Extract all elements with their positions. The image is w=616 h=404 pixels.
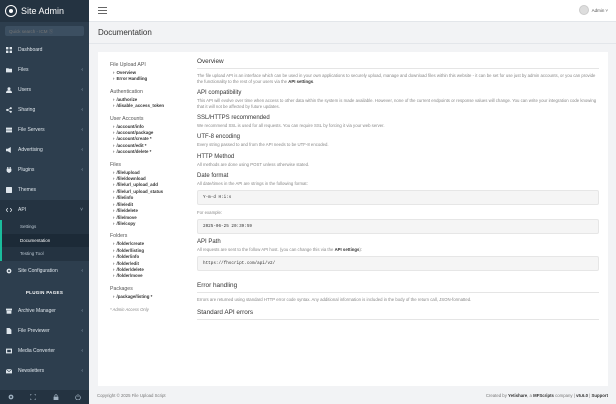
subsection-heading: HTTP Method bbox=[197, 153, 235, 160]
compat-text: This API will evolve over time when access to other data within the system is made available. However, none of the current endpoints or response values will change. You can write your integration code knowing that it will not be affected by future updates. bbox=[197, 98, 597, 110]
utf-text: Every string passed to and from the API needs to be UTF-8 encoded. bbox=[197, 142, 329, 148]
toc-link[interactable]: › /file/copy bbox=[110, 221, 190, 227]
toc-link[interactable]: › /file/upload bbox=[110, 170, 190, 176]
user-name: Admin bbox=[591, 7, 605, 13]
chevron-left-icon: ‹ bbox=[81, 167, 83, 173]
chevron-down-icon: ˅ bbox=[80, 207, 83, 213]
film-icon bbox=[6, 348, 12, 354]
date-format-code: Y-m-d H:i:s bbox=[197, 190, 599, 205]
example-label: For example: bbox=[197, 209, 223, 215]
users-icon bbox=[6, 87, 12, 93]
copyright: Copyright © 2025 File Upload Script bbox=[97, 392, 166, 398]
chevron-left-icon: ‹ bbox=[81, 367, 83, 374]
folder-icon bbox=[6, 67, 12, 73]
nav-label: Advertising bbox=[18, 147, 43, 153]
toc-link[interactable]: › /file/move bbox=[110, 215, 190, 221]
nav-label: Site Configuration bbox=[18, 267, 58, 274]
date-example-code: 2025-06-25 20:39:59 bbox=[197, 219, 599, 234]
toc-link[interactable]: › /folder/edit bbox=[110, 261, 190, 267]
docs-body bbox=[197, 52, 599, 324]
quick-search-input[interactable] bbox=[9, 29, 80, 34]
path-text: All requests are sent to the follow API host. (you can change this via the API settings): bbox=[197, 246, 363, 252]
nav-media-converter[interactable] bbox=[0, 341, 89, 361]
nav-label: Users bbox=[18, 87, 32, 93]
toc-link[interactable]: › /account/create * bbox=[110, 136, 190, 142]
chevron-left-icon: ‹ bbox=[81, 147, 83, 153]
toc-group-title: User Accounts bbox=[110, 115, 144, 122]
subnav-testing-tool[interactable]: Testing Tool bbox=[0, 247, 89, 261]
toc-link[interactable]: › /file/url_upload_status bbox=[110, 189, 190, 195]
overview-text: The file upload API is an interface which can be used in your own applications to securely upload, manage and download files within this website - it can be set for use just by admin accounts, or you can provide the functionality to the rest of your users via the API settings. bbox=[197, 73, 596, 85]
nav-file-servers[interactable] bbox=[0, 120, 89, 140]
nav-label: Sharing bbox=[18, 107, 36, 113]
toc-link[interactable]: › /account/delete * bbox=[110, 149, 190, 155]
chevron-left-icon: ‹ bbox=[81, 347, 83, 354]
table-of-contents bbox=[110, 62, 190, 312]
nav-sharing[interactable] bbox=[0, 100, 89, 120]
megaphone-icon bbox=[6, 147, 12, 153]
nav-label: Files bbox=[18, 67, 29, 73]
nav-api[interactable] bbox=[0, 200, 89, 220]
lock-icon[interactable] bbox=[53, 394, 59, 400]
toc-link[interactable]: › /file/edit bbox=[110, 202, 190, 208]
chevron-left-icon: ‹ bbox=[81, 307, 83, 314]
footer-credits: Created by Yetishare, a MFScripts company | v5.6.0 | Support bbox=[485, 392, 608, 398]
brand[interactable] bbox=[0, 0, 89, 22]
toc-link[interactable]: › /folder/move bbox=[110, 273, 190, 279]
toc-link[interactable]: › /folder/info bbox=[110, 254, 190, 260]
chevron-down-icon: ˅ bbox=[605, 7, 608, 13]
company-link[interactable]: MFScripts bbox=[533, 392, 554, 398]
themes-icon bbox=[6, 187, 12, 193]
api-settings-link[interactable]: API settings bbox=[288, 79, 314, 85]
subnav-documentation[interactable]: Documentation bbox=[0, 234, 89, 248]
toc-link[interactable]: › /account/package bbox=[110, 130, 190, 136]
nav-label: File Servers bbox=[18, 127, 45, 133]
api-path-code: https://fhscript.com/api/v2/ bbox=[197, 256, 599, 271]
error-text: Errors are returned using standard HTTP error code syntax. Any additional information is included in the body of the return call, JSON-formatted. bbox=[197, 296, 472, 302]
toc-group-title: Authentication bbox=[110, 88, 143, 95]
subsection-heading: SSL/HTTPS recommended bbox=[197, 115, 270, 122]
nav-label: API bbox=[18, 207, 27, 213]
toc-link[interactable]: › /account/info bbox=[110, 124, 190, 130]
nav-files[interactable] bbox=[0, 60, 89, 80]
subnav-settings[interactable]: Settings bbox=[0, 220, 89, 234]
nav-themes[interactable] bbox=[0, 180, 89, 200]
nav-label: Archive Manager bbox=[18, 307, 56, 314]
version: v5.6.0 bbox=[576, 392, 589, 398]
nav-advertising[interactable] bbox=[0, 140, 89, 160]
nav-site-configuration[interactable] bbox=[0, 261, 89, 281]
toc-link[interactable]: › /file/delete bbox=[110, 208, 190, 214]
toc-link[interactable]: › /package/listing * bbox=[110, 294, 190, 300]
api-submenu bbox=[0, 220, 89, 261]
plugin-icon bbox=[6, 167, 12, 173]
topbar bbox=[89, 0, 616, 22]
nav-file-previewer[interactable] bbox=[0, 321, 89, 341]
documentation-panel bbox=[98, 52, 608, 386]
sidebar-footer bbox=[0, 390, 89, 404]
nav-label: File Previewer bbox=[18, 327, 50, 334]
fullscreen-icon[interactable] bbox=[30, 394, 36, 400]
section-heading: Error handling bbox=[197, 282, 599, 293]
toc-link[interactable]: › /file/download bbox=[110, 176, 190, 182]
chevron-left-icon: ‹ bbox=[81, 67, 83, 73]
toc-link[interactable]: › /authorize bbox=[110, 97, 190, 103]
menu-toggle-icon[interactable] bbox=[98, 7, 107, 14]
toc-link[interactable]: › /disable_access_token bbox=[110, 103, 190, 109]
nav-label: Themes bbox=[18, 187, 37, 193]
user-menu[interactable] bbox=[579, 5, 608, 15]
nav-users[interactable] bbox=[0, 80, 89, 100]
share-icon bbox=[6, 107, 12, 113]
footer bbox=[89, 386, 616, 404]
api-settings-link[interactable]: API settings bbox=[334, 246, 360, 252]
section-heading: Standard API errors bbox=[197, 309, 599, 320]
method-text: All methods are done using POST unless otherwise stated. bbox=[197, 161, 310, 167]
toc-group-title: Packages bbox=[110, 285, 133, 292]
chevron-left-icon: ‹ bbox=[81, 127, 83, 133]
app-title: Site Admin bbox=[21, 6, 65, 16]
toc-link[interactable]: › Error Handling bbox=[110, 76, 190, 82]
file-icon bbox=[6, 328, 12, 334]
envelope-icon bbox=[6, 368, 12, 374]
avatar bbox=[579, 5, 589, 15]
ssl-text: We recommend SSL is used for all requests. You can require SSL by forcing it via your web server. bbox=[197, 123, 385, 129]
toc-group-title: Folders bbox=[110, 233, 128, 240]
chevron-left-icon: ‹ bbox=[81, 327, 83, 334]
toc-link[interactable]: › /account/edit * bbox=[110, 143, 190, 149]
archive-icon bbox=[6, 308, 12, 314]
section-heading: Overview bbox=[197, 58, 599, 69]
nav-label: Media Converter bbox=[18, 347, 55, 354]
gear-icon bbox=[6, 268, 12, 274]
page-title: Documentation bbox=[98, 28, 152, 37]
admin-access-note: * Admin Access Only bbox=[110, 307, 149, 313]
subsection-heading: API Path bbox=[197, 238, 221, 245]
settings-icon[interactable] bbox=[8, 394, 14, 400]
nav-newsletters[interactable] bbox=[0, 361, 89, 381]
toc-link[interactable]: › /folder/delete bbox=[110, 267, 190, 273]
toc-link[interactable]: › /folder/listing bbox=[110, 248, 190, 254]
chevron-left-icon: ‹ bbox=[81, 87, 83, 93]
server-icon bbox=[6, 127, 12, 133]
nav-dashboard[interactable] bbox=[0, 40, 89, 60]
nav-archive-manager[interactable] bbox=[0, 301, 89, 321]
logo-icon bbox=[5, 5, 17, 17]
chevron-left-icon: ‹ bbox=[81, 107, 83, 113]
toc-link[interactable]: › Overview bbox=[110, 70, 190, 76]
subsection-heading: API compatibility bbox=[197, 90, 242, 97]
nav-plugins[interactable] bbox=[0, 160, 89, 180]
chevron-left-icon: ‹ bbox=[81, 267, 83, 274]
subsection-heading: UTF-8 encoding bbox=[197, 134, 241, 141]
toc-link[interactable]: › /file/url_upload_add bbox=[110, 182, 190, 188]
plugin-pages-heading: PLUGIN PAGES bbox=[25, 289, 64, 295]
date-text: All date/times in the API are strings in the following format: bbox=[197, 180, 308, 186]
toc-link[interactable]: › /folder/create bbox=[110, 241, 190, 247]
code-icon bbox=[6, 207, 12, 213]
divider bbox=[89, 43, 616, 44]
power-icon[interactable] bbox=[75, 394, 81, 400]
dashboard-icon bbox=[6, 47, 12, 53]
toc-group-title: File Upload API bbox=[110, 62, 146, 68]
nav-label: Plugins bbox=[18, 167, 35, 173]
author-link[interactable]: Yetishare bbox=[508, 392, 528, 398]
nav-label: Newsletters bbox=[18, 367, 45, 374]
toc-group-title: Files bbox=[110, 161, 121, 168]
support-link[interactable]: Support bbox=[591, 392, 608, 398]
nav-label: Dashboard bbox=[18, 47, 43, 53]
sidebar bbox=[0, 0, 89, 404]
toc-link[interactable]: › /file/info bbox=[110, 195, 190, 201]
subsection-heading: Date format bbox=[197, 172, 229, 179]
quick-search[interactable] bbox=[5, 26, 84, 36]
